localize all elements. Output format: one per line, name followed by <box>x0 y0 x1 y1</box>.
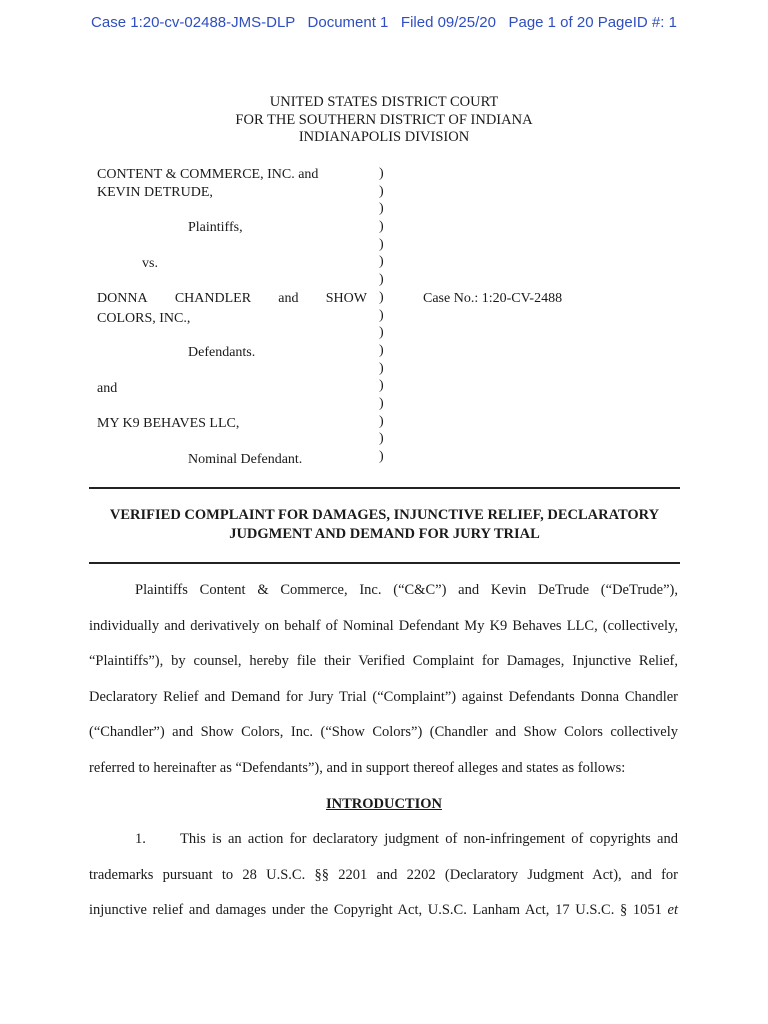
court-line-2: FOR THE SOUTHERN DISTRICT OF INDIANA <box>235 111 533 128</box>
paren: ) <box>379 272 384 288</box>
complaint-title <box>89 506 680 544</box>
court-line-1: UNITED STATES DISTRICT COURT <box>269 94 499 110</box>
paragraph-number: 1. <box>135 831 146 847</box>
defendant-word: and <box>278 291 299 306</box>
paragraph-1-line-3-text: injunctive relief and damages under the Copyright Act, U.S.C. Lanham Act, 17 U.S.C. § 1051 <box>89 902 662 918</box>
paren: ) <box>379 307 384 323</box>
paren: ) <box>379 395 384 411</box>
intro-line: Declaratory Relief and Demand for Jury Trial (“Complaint”) against Defendants Donna Chandler <box>89 688 678 705</box>
paragraph-1-line-2: trademarks pursuant to 28 U.S.C. §§ 2201 and 2202 (Declaratory Judgment Act), and for <box>89 866 678 883</box>
title-bottom-rule <box>89 562 680 564</box>
title-top-rule <box>89 487 680 489</box>
paren: ) <box>379 219 384 235</box>
paren: ) <box>379 413 384 429</box>
section-heading-introduction: INTRODUCTION <box>325 796 442 812</box>
defendant-word: CHANDLER <box>174 291 252 306</box>
intro-paragraph <box>89 573 678 786</box>
caption-parentheses <box>379 165 384 466</box>
title-line-2: JUDGMENT AND DEMAND FOR JURY TRIAL <box>229 526 540 542</box>
nominal-defendant-label: Nominal Defendant. <box>188 452 303 467</box>
paren: ) <box>379 325 384 341</box>
plaintiffs-label: Plaintiffs, <box>188 220 243 235</box>
case-number: Case No.: 1:20-CV-2488 <box>423 291 563 306</box>
title-line-1: VERIFIED COMPLAINT FOR DAMAGES, INJUNCTIVE RELIEF, DECLARATORY <box>109 507 660 523</box>
plaintiff-name-1: CONTENT & COMMERCE, INC. and <box>97 167 319 182</box>
paren: ) <box>379 183 384 199</box>
defendant-word: SHOW <box>325 291 367 306</box>
intro-line: (“Chandler”) and Show Colors, Inc. (“Show Colors”) (Chandler and Show Colors collectively <box>89 724 678 740</box>
court-line-3: INDIANAPOLIS DIVISION <box>298 129 470 145</box>
court-heading <box>0 94 768 147</box>
paren: ) <box>379 289 384 305</box>
paren: ) <box>379 360 384 376</box>
versus-label: vs. <box>142 256 158 271</box>
intro-line: Plaintiffs Content & Commerce, Inc. (“C&C”) and Kevin DeTrude (“DeTrude”), <box>135 582 678 598</box>
paren: ) <box>379 431 384 447</box>
defendants-label: Defendants. <box>188 345 256 360</box>
paragraph-1-text: This is an action for declaratory judgment of non-infringement of copyrights and <box>180 831 678 847</box>
intro-line: “Plaintiffs”), by counsel, hereby file their Verified Complaint for Damages, Injunctive Relief, <box>89 653 678 669</box>
defendant-word: DONNA <box>97 291 148 306</box>
defendant-name-line-2: COLORS, INC., <box>97 311 191 326</box>
intro-line: referred to hereinafter as “Defendants”), and in support thereof alleges and states as follows: <box>89 759 626 776</box>
paren: ) <box>379 254 384 270</box>
nominal-party-name: MY K9 BEHAVES LLC, <box>97 416 240 431</box>
paragraph-1-line-1 <box>89 822 678 858</box>
paren: ) <box>379 166 384 181</box>
paragraph-1-line-3-italic: et <box>667 902 678 918</box>
paren: ) <box>379 342 384 358</box>
case-header-stamp: Case 1:20-cv-02488-JMS-DLP Document 1 Filed 09/25/20 Page 1 of 20 PageID #: 1 <box>91 14 677 31</box>
paren: ) <box>379 201 384 217</box>
and-label: and <box>97 381 118 396</box>
paragraph-1 <box>89 822 678 929</box>
defendant-name-line-1 <box>97 290 367 308</box>
paren: ) <box>379 378 384 394</box>
paragraph-1-line-3 <box>89 893 678 929</box>
paren: ) <box>379 449 384 464</box>
paren: ) <box>379 236 384 252</box>
intro-line: individually and derivatively on behalf of Nominal Defendant My K9 Behaves LLC, (collectively, <box>89 617 678 634</box>
plaintiff-name-2: KEVIN DETRUDE, <box>97 185 213 200</box>
